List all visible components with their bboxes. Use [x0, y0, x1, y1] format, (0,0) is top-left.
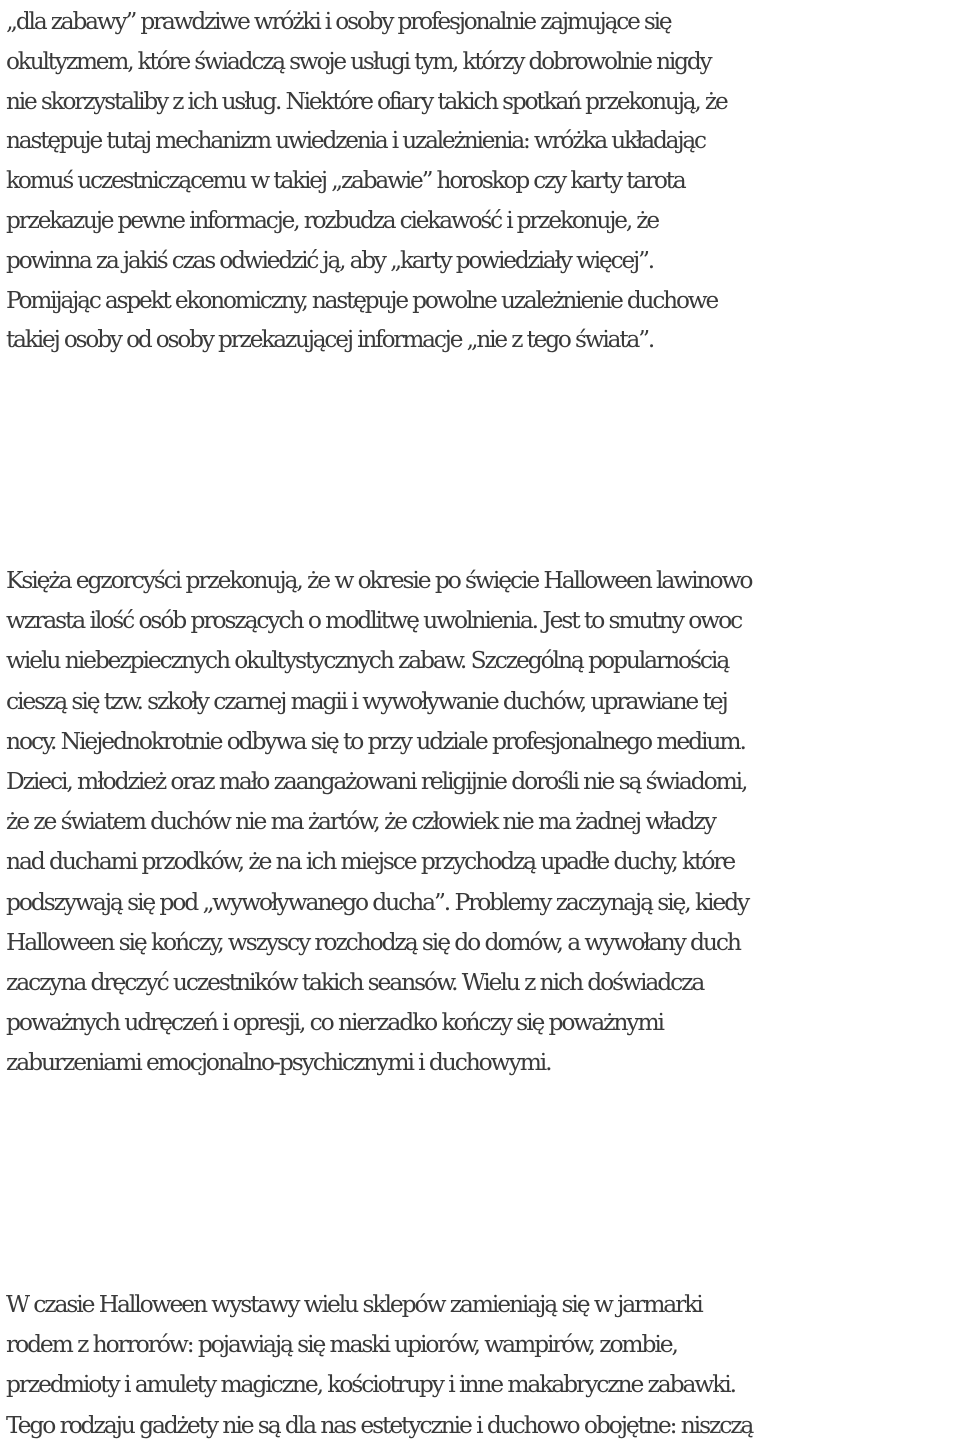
text-line: że ze światem duchów nie ma żartów, że człowiek nie ma żadnej władzy: [6, 807, 715, 836]
text-line: Księża egzorcyści przekonują, że w okresie po święcie Halloween lawinowo: [6, 566, 752, 594]
text-line: poważnych udręczeń i opresji, co nierzadko kończy się poważnymi: [6, 1008, 663, 1037]
text-line: przedmioty i amulety magiczne, kościotrupy i inne makabryczne zabawki.: [6, 1370, 736, 1399]
text-line: przekazuje pewne informacje, rozbudza ciekawość i przekonuje, że: [6, 206, 658, 234]
text-line: powinna za jakiś czas odwiedzić ją, aby „karty powiedziały więcej”.: [6, 246, 653, 274]
text-line: następuje tutaj mechanizm uwiedzenia i uzależnienia: wróżka układając: [6, 127, 705, 155]
text-line: Tego rodzaju gadżety nie są dla nas estetycznie i duchowo obojętne: niszczą: [6, 1410, 753, 1439]
text-line: wzrasta ilość osób proszących o modlitwę uwolnienia. Jest to smutny owoc: [6, 606, 742, 635]
paragraph-shop-displays: [6, 1284, 960, 1445]
text-line: nie skorzystaliby z ich usług. Niektóre ofiary takich spotkań przekonują, że: [6, 87, 727, 115]
paragraph-exorcists: [6, 560, 960, 1083]
text-line: Pomijając aspekt ekonomiczny, następuje powolne uzależnienie duchowe: [6, 286, 718, 314]
text-line: zaburzeniami emocjonalno-psychicznymi i duchowymi.: [6, 1048, 551, 1077]
text-line: wielu niebezpiecznych okultystycznych zabaw. Szczególną popularnością: [6, 646, 729, 675]
text-line: W czasie Halloween wystawy wielu sklepów zamieniają się w jarmarki: [6, 1290, 702, 1318]
text-line: „dla zabawy” prawdziwe wróżki i osoby profesjonalnie zajmujące się: [6, 8, 671, 35]
text-line: zaczyna dręczyć uczestników takich seansów. Wielu z nich doświadcza: [6, 968, 704, 997]
text-line: okultyzmem, które świadczą swoje usługi tym, którzy dobrowolnie nigdy: [6, 47, 711, 75]
text-line: nocy. Niejednokrotnie odbywa się to przy udziale profesjonalnego medium.: [6, 726, 745, 755]
text-line: takiej osoby od osoby przekazującej informacje „nie z tego świata”.: [6, 326, 654, 354]
text-line: komuś uczestniczącemu w takiej „zabawie” horoskop czy karty tarota: [6, 167, 685, 195]
text-line: rodem z horrorów: pojawiają się maski upiorów, wampirów, zombie,: [6, 1330, 677, 1359]
text-line: cieszą się tzw. szkoły czarnej magii i wywoływanie duchów, uprawiane tej: [6, 686, 727, 715]
paragraph-fortune-tellers: [6, 2, 960, 360]
text-line: nad duchami przodków, że na ich miejsce przychodzą upadłe duchy, które: [6, 847, 735, 876]
text-line: Halloween się kończy, wszyscy rozchodzą się do domów, a wywołany duch: [6, 927, 740, 956]
text-line: Dzieci, młodzież oraz mało zaangażowani religijnie dorośli nie są świadomi,: [6, 767, 747, 796]
text-line: podszywają się pod „wywoływanego ducha”. Problemy zaczynają się, kiedy: [6, 887, 749, 916]
